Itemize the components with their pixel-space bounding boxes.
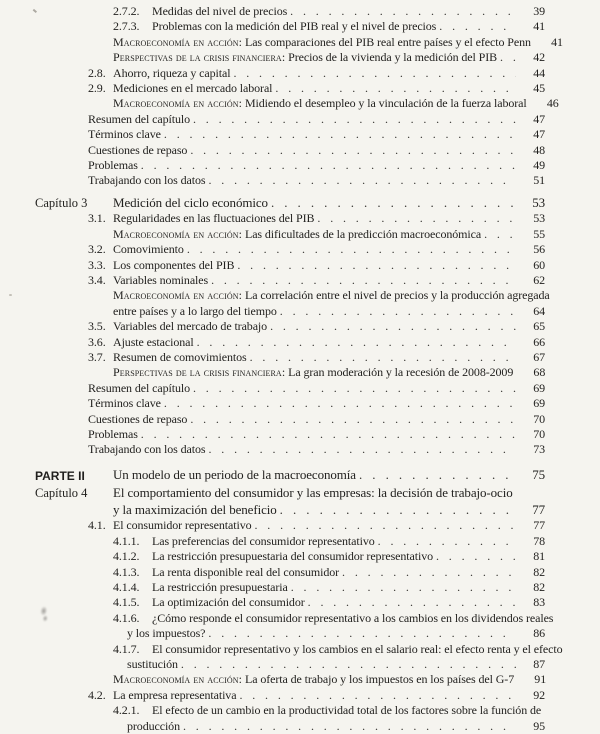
- toc-entry: [88, 442, 545, 457]
- toc-entry: [88, 350, 545, 365]
- page-number: 56: [533, 242, 545, 257]
- entry-title-text: Los componentes del PIB: [113, 257, 235, 272]
- toc-entry-line: [113, 549, 545, 564]
- dot-leader: [317, 211, 516, 226]
- chapter-label: Capítulo 3: [35, 195, 88, 210]
- toc-entry-line: [88, 258, 545, 273]
- page-number: 41: [533, 19, 545, 34]
- page-number: 49: [533, 158, 545, 173]
- page-number: 73: [533, 442, 545, 457]
- entry-title-text: [113, 35, 531, 50]
- entry-title-text: y la maximización del beneficio: [113, 501, 277, 517]
- entry-title-text: Cuestiones de repaso: [88, 411, 188, 426]
- dot-leader: [208, 173, 516, 188]
- toc-entry: [88, 112, 545, 127]
- toc-entry: [88, 50, 545, 65]
- toc-entry: [88, 242, 545, 257]
- toc-entry-line: [113, 50, 545, 65]
- toc-entry-line: [113, 534, 545, 549]
- section-number: 3.4.: [88, 273, 106, 287]
- toc-entry: [35, 194, 545, 212]
- page-number: 65: [533, 319, 545, 334]
- page-number: 64: [533, 303, 545, 318]
- entry-title-text: La restricción presupuestaria: [152, 580, 288, 594]
- page-number: 44: [533, 65, 545, 80]
- dot-leader: [239, 688, 516, 703]
- page-number: 53: [533, 211, 545, 226]
- toc-entry-line: [113, 672, 545, 687]
- toc-entry-line: [113, 4, 545, 19]
- toc-entry-line: [113, 34, 563, 50]
- entry-title-text: Mediciones en el mercado laboral: [113, 81, 273, 96]
- page-number: 77: [532, 501, 545, 517]
- toc-entry: [88, 518, 545, 533]
- entry-title-text: La restricción presupuestaria del consumidor representativo: [152, 549, 433, 564]
- feature-prefix: Macroeconomía en acción:: [113, 226, 243, 241]
- toc-entry-line: [88, 173, 545, 188]
- dot-leader: [436, 549, 516, 564]
- toc-entry-line: [113, 365, 545, 380]
- page-number: 60: [533, 257, 545, 272]
- dot-leader: [275, 81, 516, 96]
- page-number: 70: [533, 427, 545, 442]
- toc-list: [35, 4, 563, 734]
- section-number: 4.1.5.: [113, 595, 140, 610]
- dot-leader: [141, 427, 516, 442]
- dot-leader: [280, 502, 516, 519]
- toc-entry-line: [113, 502, 545, 519]
- page-number: 91: [534, 672, 547, 687]
- toc-entry-line: [88, 319, 545, 334]
- dot-leader: [193, 112, 516, 127]
- toc-entry: [88, 319, 545, 334]
- dot-leader: [271, 195, 516, 212]
- toc-entry-line: [88, 427, 545, 442]
- entry-title-text: Medición del ciclo económico: [113, 194, 268, 210]
- toc-entry-line: [88, 242, 545, 257]
- page-number: 46: [546, 96, 559, 111]
- page-number: 77: [533, 518, 545, 533]
- entry-title-text: Resumen del capítulo: [88, 111, 190, 126]
- entry-title-text: El comportamiento del consumidor y las empresas: la decisión de trabajo-ocio: [113, 485, 513, 501]
- entry-title-text: [113, 50, 497, 65]
- dot-leader: [280, 304, 516, 319]
- feature-prefix: Macroeconomía en acción:: [113, 96, 243, 111]
- entry-title-text: Variables nominales: [113, 273, 209, 287]
- entry-title-text: [113, 672, 514, 687]
- toc-entry-line: [88, 518, 545, 533]
- toc-entry-line: [113, 195, 545, 212]
- entry-title-text: Ahorro, riqueza y capital: [113, 65, 231, 80]
- page-number: 39: [533, 4, 545, 18]
- toc-entry-line: [113, 304, 545, 319]
- toc-entry: [88, 273, 545, 288]
- section-number: 3.6.: [88, 334, 106, 349]
- dot-leader: [141, 158, 516, 173]
- section-number: 4.2.1.: [113, 703, 140, 718]
- toc-entry: [88, 412, 545, 427]
- page-number: 86: [533, 626, 545, 641]
- dot-leader: [181, 657, 516, 672]
- dot-leader: [359, 467, 516, 484]
- section-number: 2.8.: [88, 65, 106, 80]
- section-number: 4.1.6.: [113, 610, 140, 625]
- dot-leader: [500, 50, 516, 65]
- toc-entry-line: [88, 335, 545, 350]
- toc-entry-line: [113, 19, 545, 34]
- toc-entry: [88, 81, 545, 96]
- entry-title-text: Trabajando con los datos: [88, 173, 206, 188]
- page-number: 92: [533, 687, 545, 702]
- page-number: 78: [533, 533, 545, 548]
- entry-title-rest: La oferta de trabajo y los impuestos en los países del G-7: [242, 672, 515, 687]
- entry-title-text: La renta disponible real del consumidor: [152, 564, 340, 579]
- entry-title-text: sustitución: [127, 657, 178, 672]
- toc-entry: [88, 703, 545, 734]
- toc-entry: [88, 580, 545, 595]
- section-number: 4.1.7.: [113, 641, 140, 656]
- page-number: 51: [533, 173, 545, 188]
- entry-title-text: Problemas: [88, 158, 138, 173]
- entry-title-rest: Las comparaciones del PIB real entre países y el efecto Penn: [242, 34, 531, 49]
- entry-title-text: Un modelo de un periodo de la macroeconomía: [113, 466, 356, 482]
- toc-entry: [88, 688, 545, 703]
- dot-leader: [187, 242, 516, 257]
- entry-title-text: y los impuestos?: [127, 626, 206, 641]
- toc-entry: [88, 595, 545, 610]
- entry-title-text: entre países y a lo largo del tiempo: [113, 303, 277, 318]
- toc-entry: [35, 466, 545, 484]
- toc-entry: [88, 227, 545, 242]
- toc-entry-line: [88, 81, 545, 96]
- dot-leader: [342, 565, 516, 580]
- dot-leader: [255, 518, 517, 533]
- toc-entry: [88, 127, 545, 142]
- section-number: 3.3.: [88, 257, 106, 272]
- dot-leader: [193, 381, 516, 396]
- toc-entry: [88, 672, 545, 687]
- dot-leader: [164, 396, 516, 411]
- toc-entry: [88, 534, 545, 549]
- toc-entry-line: [113, 467, 545, 484]
- toc-entry-line: [113, 641, 563, 657]
- dot-leader: [211, 273, 516, 288]
- entry-title-text: Trabajando con los datos: [88, 442, 206, 457]
- entry-title-rest: Precios de la vivienda y la medición del PIB: [285, 50, 498, 65]
- feature-prefix: Macroeconomía en acción:: [113, 672, 243, 687]
- dot-leader: [190, 412, 516, 427]
- page-number: 45: [533, 81, 545, 96]
- dot-leader: [233, 66, 516, 81]
- entry-title-rest: Midiendo el desempleo y la vinculación de la fuerza laboral: [242, 96, 527, 111]
- entry-title-text: Resumen del capítulo: [88, 380, 190, 395]
- section-number: 2.7.2.: [113, 4, 140, 18]
- entry-title-text: Regularidades en las fluctuaciones del PIB: [113, 211, 315, 226]
- toc-entry: [88, 381, 545, 396]
- feature-prefix: Macroeconomía en acción:: [113, 288, 243, 303]
- page-number: 69: [533, 396, 545, 411]
- dot-leader: [208, 626, 516, 641]
- section-number: 4.1.3.: [113, 564, 140, 579]
- toc-entry-line: [88, 442, 545, 457]
- dot-leader: [270, 319, 516, 334]
- section-number: 4.1.1.: [113, 533, 140, 548]
- toc-entry: [35, 485, 545, 518]
- section-number: 3.2.: [88, 242, 106, 257]
- page-number: 69: [533, 380, 545, 395]
- toc-entry: [88, 96, 559, 111]
- page-number: 82: [533, 564, 545, 579]
- toc-entry: [88, 365, 545, 380]
- entry-title-text: Comovimiento: [113, 242, 184, 257]
- dot-leader: [378, 534, 516, 549]
- dot-leader: [164, 127, 516, 142]
- entry-title-rest: Las dificultades de la predicción macroeconómica: [242, 226, 482, 241]
- toc-entry: [88, 288, 550, 319]
- toc-entry-line: [113, 485, 545, 502]
- dot-leader: [439, 19, 516, 34]
- entry-title-text: ¿Cómo responde el consumidor representativo a los cambios en los dividendos reales: [152, 610, 554, 625]
- page-number: 67: [533, 350, 545, 365]
- page-number: 87: [533, 657, 545, 672]
- feature-prefix: Perspectivas de la crisis financiera:: [113, 50, 286, 65]
- section-number: 4.1.4.: [113, 580, 140, 594]
- section-number: 3.5.: [88, 319, 106, 334]
- entry-title-text: Problemas: [88, 427, 138, 442]
- toc-entry: [88, 610, 554, 642]
- entry-title-text: Cuestiones de repaso: [88, 142, 188, 157]
- toc-entry: [88, 158, 545, 173]
- entry-title-text: El efecto de un cambio en la productividad total de los factores sobre la función de: [152, 703, 542, 718]
- dot-leader: [291, 580, 516, 595]
- toc-entry: [88, 4, 545, 19]
- toc-entry-line: [88, 688, 545, 703]
- page-number: 47: [533, 111, 545, 126]
- entry-title-text: Resumen de comovimientos: [113, 350, 247, 365]
- entry-title-text: Términos clave: [88, 396, 161, 411]
- page-number: 48: [533, 142, 545, 157]
- toc-entry: [88, 549, 545, 564]
- toc-entry: [88, 66, 545, 81]
- toc-entry: [88, 258, 545, 273]
- toc-entry: [88, 565, 545, 580]
- section-number: 3.7.: [88, 350, 106, 365]
- toc-entry: [88, 143, 545, 158]
- toc-entry-line: [127, 719, 545, 734]
- toc-entry-line: [127, 626, 545, 641]
- entry-title-text: [113, 288, 550, 303]
- page-number: 47: [533, 127, 545, 142]
- toc-entry-line: [88, 350, 545, 365]
- dot-leader: [237, 258, 516, 273]
- toc-entry-line: [88, 143, 545, 158]
- feature-prefix: Perspectivas de la crisis financiera:: [113, 365, 286, 380]
- entry-title-text: [113, 96, 527, 111]
- toc-entry: [88, 211, 545, 226]
- page-number: 68: [533, 365, 546, 380]
- entry-title-text: producción: [127, 718, 180, 733]
- entry-title-text: Variables del mercado de trabajo: [113, 319, 268, 334]
- dot-leader: [250, 350, 516, 365]
- toc-entry-line: [88, 66, 545, 81]
- page-number: 82: [533, 580, 545, 594]
- dot-leader: [308, 595, 516, 610]
- section-number: 3.1.: [88, 211, 106, 226]
- page-number: 42: [533, 50, 545, 65]
- chapter-label: Capítulo 4: [35, 486, 88, 501]
- page-number: 70: [533, 411, 545, 426]
- section-number: 2.7.3.: [113, 19, 140, 34]
- page-number: 41: [551, 34, 563, 49]
- entry-title-text: El consumidor representativo y los cambios en el salario real: el efecto renta y el efecto: [152, 641, 563, 656]
- page-number: 55: [533, 226, 545, 241]
- toc-entry-line: [88, 112, 545, 127]
- page-number: 62: [533, 273, 545, 287]
- toc-entry-line: [113, 565, 545, 580]
- dot-leader: [190, 143, 516, 158]
- section-number: 4.1.: [88, 518, 106, 533]
- entry-title-text: Problemas con la medición del PIB real y el nivel de precios: [152, 19, 437, 34]
- entry-title-text: La empresa representativa: [113, 687, 237, 702]
- ink-smudge-mark: [34, 604, 53, 626]
- entry-title-text: Medidas del nivel de precios: [152, 4, 288, 18]
- dot-leader: [484, 227, 516, 242]
- scan-speck: [33, 9, 37, 13]
- toc-entry-line: [88, 381, 545, 396]
- page-number: 75: [532, 466, 545, 482]
- section-number: 4.2.: [88, 687, 106, 702]
- toc-entry-line: [113, 227, 545, 242]
- toc-entry: [88, 173, 545, 188]
- toc-entry-line: [113, 703, 545, 718]
- entry-title-text: [113, 227, 481, 242]
- page-number: 66: [533, 334, 545, 349]
- page-number: 53: [532, 194, 545, 210]
- entry-title-rest: La correlación entre el nivel de precios y la producción agregada: [242, 288, 550, 303]
- toc-entry-line: [88, 158, 545, 173]
- toc-entry: [88, 641, 563, 673]
- entry-title-text: [113, 365, 513, 380]
- dot-leader: [197, 335, 516, 350]
- dot-leader: [183, 719, 516, 734]
- page-number: 81: [533, 549, 545, 564]
- toc-entry-line: [88, 412, 545, 427]
- toc-entry-line: [113, 580, 545, 595]
- toc-entry-line: [88, 127, 545, 142]
- entry-title-text: Ajuste estacional: [113, 334, 194, 349]
- entry-title-text: El consumidor representativo: [113, 518, 252, 533]
- toc-entry-line: [113, 595, 545, 610]
- toc-entry: [88, 335, 545, 350]
- scan-speck: [9, 294, 12, 296]
- toc-entry-line: [88, 396, 545, 411]
- toc-entry: [88, 34, 563, 50]
- dot-leader: [208, 442, 516, 457]
- page-number: 83: [533, 595, 545, 610]
- toc-entry-line: [88, 211, 545, 226]
- entry-title-rest: La gran moderación y la recesión de 2008-2009: [285, 365, 514, 380]
- toc-entry: [88, 396, 545, 411]
- toc-entry-line: [113, 96, 559, 111]
- part-label: PARTE II: [35, 468, 85, 483]
- toc-entry: [88, 427, 545, 442]
- toc-entry: [88, 19, 545, 34]
- toc-entry-line: [113, 610, 554, 626]
- dot-leader: [290, 4, 516, 19]
- page-number: 95: [533, 718, 545, 733]
- entry-title-text: Términos clave: [88, 127, 161, 142]
- toc-entry-line: [88, 273, 545, 288]
- toc-entry-line: [127, 657, 545, 672]
- toc-entry-line: [113, 288, 550, 303]
- entry-title-text: La optimización del consumidor: [152, 595, 305, 610]
- section-number: 2.9.: [88, 81, 106, 96]
- section-number: 4.1.2.: [113, 549, 140, 564]
- entry-title-text: Las preferencias del consumidor representativo: [152, 533, 375, 548]
- feature-prefix: Macroeconomía en acción:: [113, 34, 243, 49]
